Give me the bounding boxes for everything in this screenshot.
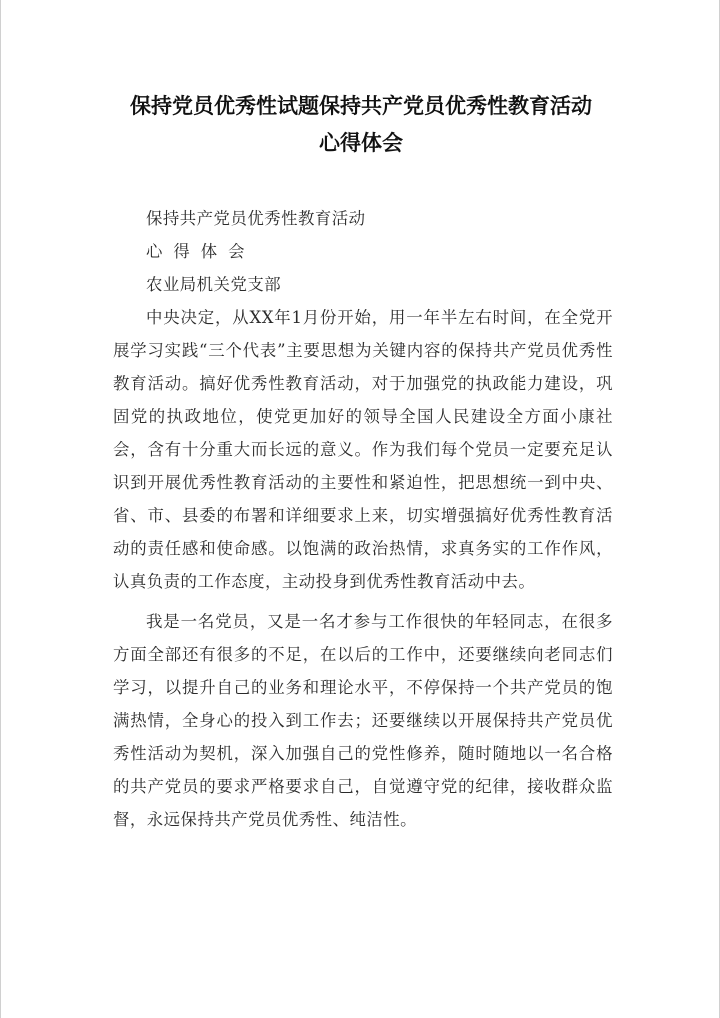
subtitle-paragraph: 保持共产党员优秀性教育活动 (146, 209, 366, 228)
author-paragraph: 农业局机关党支部 (146, 275, 282, 294)
document-title (81, 88, 641, 162)
heading-paragraph: 心得体会 (146, 242, 256, 261)
body-paragraph-1: 中央决定，从XX年1月份开始，用一年半左右时间，在全党开展学习实践“三个代表”主要思想为关键内容的保持共产党员优秀性教育活动。搞好优秀性教育活动，对于加强党的执政能力建设，巩固党的执政地位，使党更加好的领导全国人民建设全方面小康社会，含有十分重大而长远的意义。作为我们每个党员一定要充足认识到开展优秀性教育活动的主要性和紧迫性，把思想统一到中央、省、市、县委的布署和详细要求上来，切实增强搞好优秀性教育活动的责任感和使命感。以饱满的政治热情，求真务实的工作作风，认真负责的工作态度，主动投身到优秀性教育活动中去。 (113, 308, 613, 591)
title-line-2: 心得体会 (319, 131, 403, 155)
title-line-1: 保持党员优秀性试题保持共产党员优秀性教育活动 (130, 94, 592, 118)
document-body (113, 202, 613, 836)
body-paragraph-2: 我是一名党员，又是一名才参与工作很快的年轻同志，在很多方面全部还有很多的不足，在以后的工作中，还要继续向老同志们学习，以提升自己的业务和理论水平，不停保持一个共产党员的饱满热情，全身心的投入到工作去；还要继续以开展保持共产党员优秀性活动为契机，深入加强自己的党性修养，随时随地以一名合格的共产党员的要求严格要求自己，自觉遵守党的纪律，接收群众监督，永远保持共产党员优秀性、纯洁性。 (113, 612, 613, 829)
